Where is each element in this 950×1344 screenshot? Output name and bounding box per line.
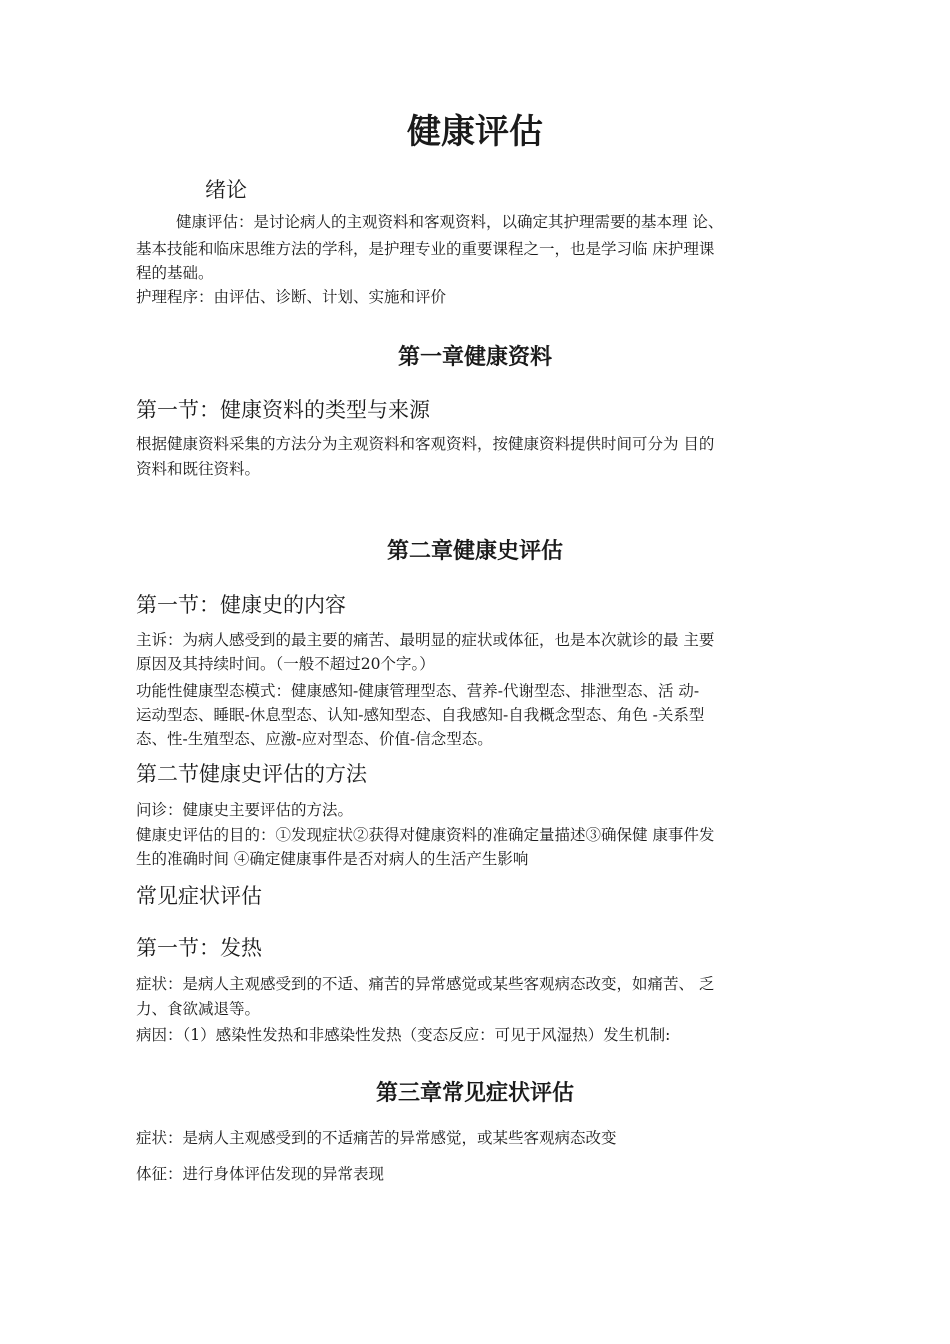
- chapter2-section1-line-3: 功能性健康型态模式：健康感知-健康管理型态、营养-代谢型态、排泄型态、活 动-: [136, 682, 700, 700]
- chapter2-section1-line-1: 主诉：为病人感受到的最主要的痛苦、最明显的症状或体征，也是本次就诊的最 主要: [136, 631, 715, 649]
- intro-line-4: 护理程序：由评估、诊断、计划、实施和评价: [136, 288, 447, 306]
- chapter1-title: 第一章健康资料: [397, 344, 552, 370]
- chapter2-section1-line-5: 态、性-生殖型态、应激-应对型态、价值-信念型态。: [136, 730, 493, 748]
- chapter1-section1-line-1: 根据健康资料采集的方法分为主观资料和客观资料，按健康资料提供时间可分为 目的: [136, 435, 715, 453]
- chapter2-section1-heading: 第一节：健康史的内容: [136, 593, 346, 617]
- chapter3-title: 第三章常见症状评估: [375, 1080, 574, 1106]
- symptoms-heading: 常见症状评估: [136, 884, 262, 908]
- chapter2-section1-line-2: 原因及其持续时间。（一般不超过20个字。）: [136, 655, 435, 673]
- chapter2-section1-line-4: 运动型态、睡眠-休息型态、认知-感知型态、自我感知-自我概念型态、角色 -关系型: [136, 706, 705, 724]
- intro-line-2: 基本技能和临床思维方法的学科，是护理专业的重要课程之一，也是学习临 床护理课: [136, 240, 715, 258]
- chapter3-line-2: 体征：进行身体评估发现的异常表现: [136, 1165, 385, 1183]
- chapter1-section1-heading: 第一节：健康资料的类型与来源: [136, 398, 430, 422]
- chapter2-section2-line-1: 问诊：健康史主要评估的方法。: [136, 801, 354, 819]
- intro-line-3: 程的基础。: [136, 264, 214, 282]
- chapter2-section2-line-3: 生的准确时间 ④确定健康事件是否对病人的生活产生影响: [136, 850, 529, 868]
- fever-line-3: 病因：（1）感染性发热和非感染性发热（变态反应：可见于风湿热）发生机制:: [136, 1026, 671, 1044]
- chapter2-title: 第二章健康史评估: [386, 538, 563, 564]
- fever-line-2: 力、食欲减退等。: [136, 1000, 261, 1018]
- chapter3-line-1: 症状：是病人主观感受到的不适痛苦的异常感觉，或某些客观病态改变: [136, 1129, 617, 1147]
- chapter2-section2-heading: 第二节健康史评估的方法: [136, 762, 367, 786]
- document-title: 健康评估: [407, 112, 543, 152]
- intro-line-1: 健康评估：是讨论病人的主观资料和客观资料，以确定其护理需要的基本理 论、: [176, 213, 724, 231]
- fever-line-1: 症状：是病人主观感受到的不适、痛苦的异常感觉或某些客观病态改变，如痛苦、 乏: [136, 975, 715, 993]
- intro-heading: 绪论: [205, 178, 247, 202]
- fever-heading: 第一节：发热: [136, 936, 262, 960]
- chapter2-section2-line-2: 健康史评估的目的：①发现症状②获得对健康资料的准确定量描述③确保健 康事件发: [136, 826, 715, 844]
- chapter1-section1-line-2: 资料和既往资料。: [136, 460, 261, 478]
